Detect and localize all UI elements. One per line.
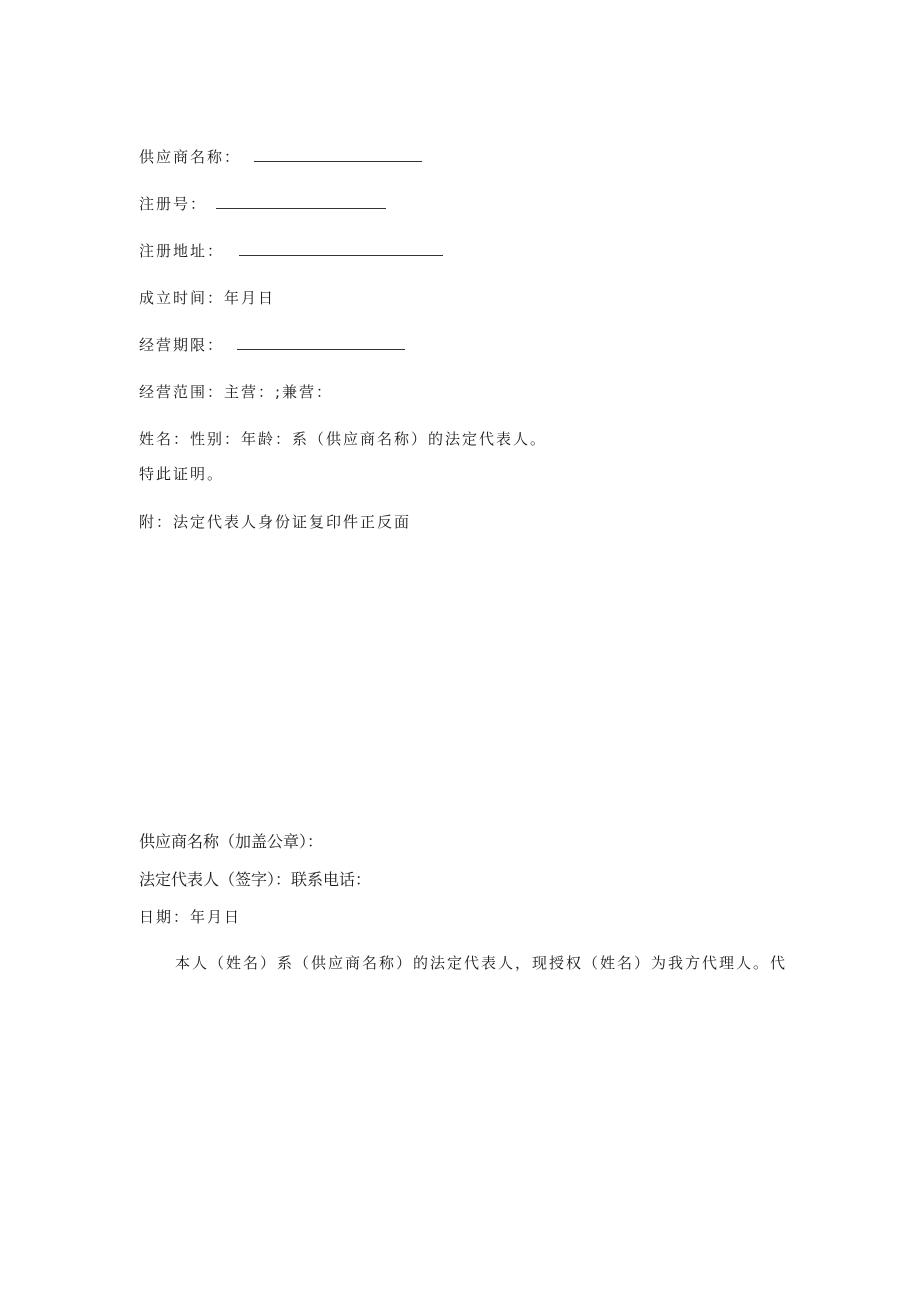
supplier-name-line	[139, 147, 422, 167]
supplier-name-label: 供应商名称：	[139, 148, 242, 166]
legal-rep-info-line	[139, 429, 547, 449]
legal-rep-sign-line	[139, 870, 371, 890]
legal-rep-sign-text: 法定代表人（签字）：联系电话：	[139, 870, 372, 889]
supplier-name-blank	[254, 147, 422, 162]
business-term-line	[139, 335, 405, 355]
registration-number-line	[139, 194, 386, 214]
business-term-blank	[237, 335, 405, 350]
authorization-paragraph	[175, 953, 787, 973]
supplier-seal-text: 供应商名称（加盖公章）：	[139, 832, 324, 851]
registration-address-label: 注册地址：	[139, 242, 225, 260]
attachment-text: 附：法定代表人身份证复印件正反面	[139, 513, 412, 531]
established-date-label: 成立时间：年月日	[139, 289, 276, 307]
established-date-line	[139, 288, 275, 308]
registration-number-blank	[216, 194, 386, 209]
business-term-label: 经营期限：	[139, 336, 225, 354]
business-scope-label: 经营范围：主营：;兼营：	[139, 383, 334, 401]
legal-rep-info-text: 姓名：性别：年龄：系（供应商名称）的法定代表人。	[139, 430, 548, 448]
date-line	[139, 907, 241, 927]
registration-number-label: 注册号：	[139, 195, 208, 213]
supplier-seal-line	[139, 832, 323, 852]
business-scope-line	[139, 382, 333, 402]
attachment-line	[139, 512, 411, 532]
registration-address-line	[139, 241, 443, 261]
certify-text: 特此证明。	[139, 465, 225, 483]
authorization-text: 本人（姓名）系（供应商名称）的法定代表人，现授权（姓名）为我方代理人。代	[175, 954, 788, 972]
certify-line	[139, 464, 224, 484]
date-text: 日期：年月日	[139, 908, 242, 926]
registration-address-blank	[239, 241, 443, 256]
